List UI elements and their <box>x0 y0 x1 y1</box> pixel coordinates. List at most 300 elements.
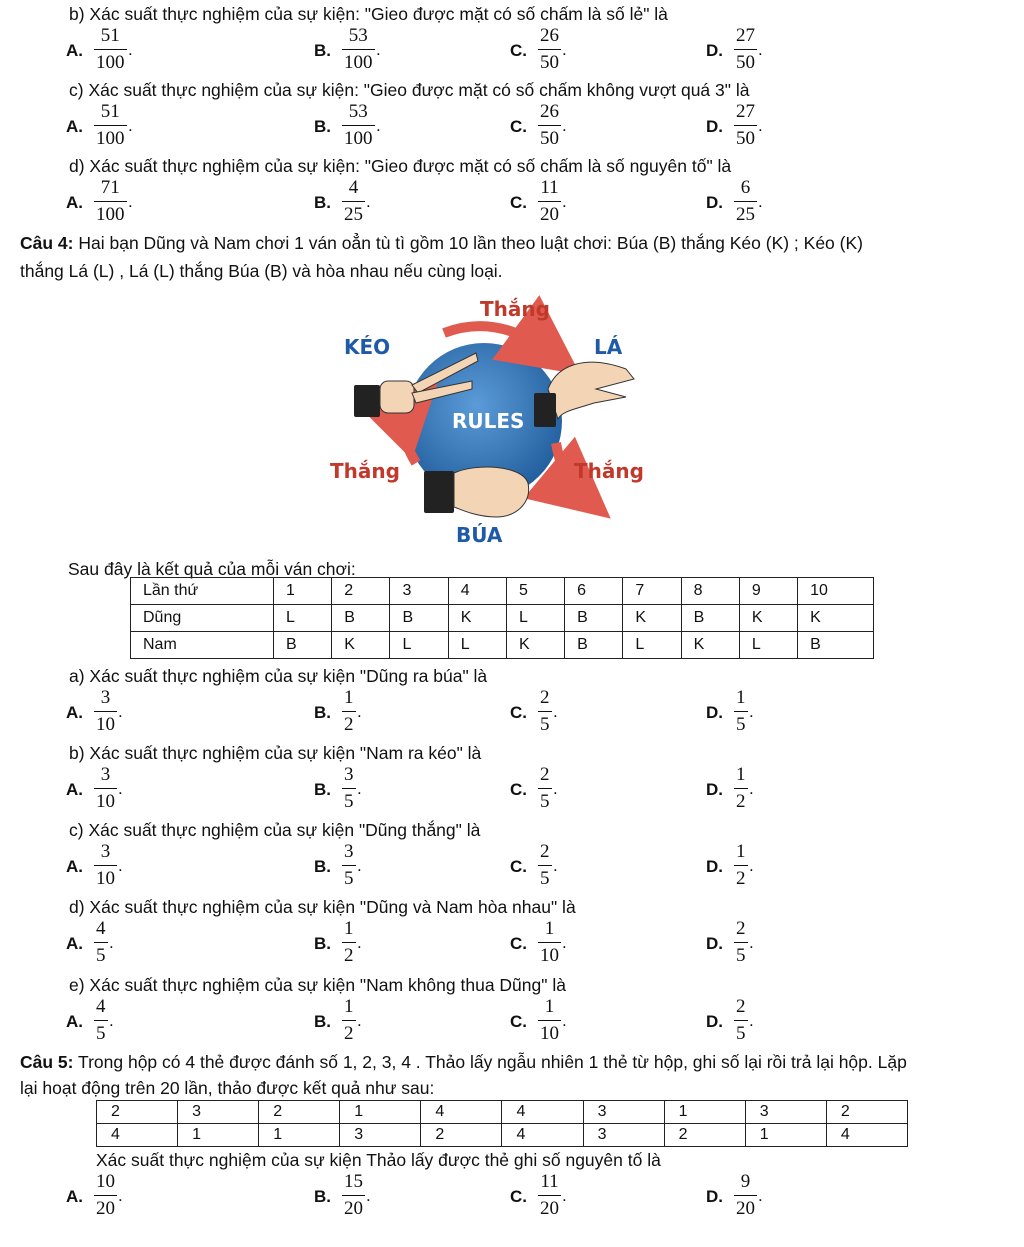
denominator: 100 <box>344 128 373 149</box>
option-label: B. <box>314 41 331 60</box>
numerator: 4 <box>96 918 106 939</box>
option-label: C. <box>510 1187 527 1206</box>
question-stem: e) Xác suất thực nghiệm của sự kiện "Nam không thua Dũng" là <box>69 975 566 995</box>
fraction <box>538 763 552 814</box>
denominator: 100 <box>96 52 125 73</box>
punctuation: . <box>562 933 567 952</box>
denominator: 10 <box>96 868 115 889</box>
table-cell: 2 <box>826 1101 907 1124</box>
fraction-bar <box>94 125 127 126</box>
answer-option <box>510 763 630 819</box>
fraction-bar <box>734 711 748 712</box>
fraction-bar <box>94 788 117 789</box>
fraction <box>734 917 748 968</box>
fraction <box>342 100 375 151</box>
punctuation: . <box>357 779 362 798</box>
punctuation: . <box>758 116 763 135</box>
option-label: D. <box>706 703 723 722</box>
answer-option <box>706 917 826 973</box>
question-stem: c) Xác suất thực nghiệm của sự kiện "Dũng thắng" là <box>69 820 481 840</box>
denominator: 5 <box>736 1023 746 1044</box>
fraction-bar <box>94 201 127 202</box>
fraction-bar <box>734 125 757 126</box>
answer-option <box>66 763 186 819</box>
table-cell: Dũng <box>131 605 274 632</box>
option-label: C. <box>510 1012 527 1031</box>
fraction <box>734 686 748 737</box>
fraction-bar <box>734 942 748 943</box>
numerator: 2 <box>540 841 550 862</box>
numerator: 1 <box>344 687 354 708</box>
table-cell: 3 <box>340 1124 421 1147</box>
fraction-bar <box>94 942 108 943</box>
fraction-bar <box>342 125 375 126</box>
option-label: B. <box>314 780 331 799</box>
denominator: 10 <box>540 945 559 966</box>
fraction-bar <box>342 942 356 943</box>
punctuation: . <box>118 1186 123 1205</box>
punctuation: . <box>118 779 123 798</box>
numerator: 1 <box>344 996 354 1017</box>
question-text: Hai bạn Dũng và Nam chơi 1 ván oẳn tù tì gồm 10 lần theo luật chơi: Búa (B) thắng Kéo (K) ; Kéo (K) <box>78 233 863 253</box>
table-cell: 10 <box>798 578 874 605</box>
fraction-bar <box>94 49 127 50</box>
punctuation: . <box>562 1186 567 1205</box>
option-label: C. <box>510 934 527 953</box>
fraction <box>94 686 117 737</box>
question-stem: a) Xác suất thực nghiệm của sự kiện "Dũng ra búa" là <box>69 666 488 686</box>
punctuation: . <box>376 116 381 135</box>
table-cell: 3 <box>583 1101 664 1124</box>
fraction <box>734 1170 757 1221</box>
fraction-bar <box>342 711 356 712</box>
fraction-bar <box>342 49 375 50</box>
option-label: A. <box>66 1012 83 1031</box>
table-cell: L <box>448 632 506 659</box>
table-cell: 2 <box>259 1101 340 1124</box>
table-cell: 1 <box>664 1101 745 1124</box>
question-stem: b) Xác suất thực nghiệm của sự kiện: "Gieo được mặt có số chấm là số lẻ" là <box>69 4 668 24</box>
option-label: A. <box>66 117 83 136</box>
fraction-bar <box>342 865 356 866</box>
table-cell: 3 <box>390 578 448 605</box>
answer-option <box>706 686 826 742</box>
answer-option <box>66 100 186 156</box>
fraction-bar <box>538 1020 561 1021</box>
denominator: 5 <box>344 868 354 889</box>
table-cell: 6 <box>565 578 623 605</box>
fraction <box>94 1170 117 1221</box>
fraction <box>342 24 375 75</box>
denominator: 10 <box>96 791 115 812</box>
question-4-line2: thắng Lá (L) , Lá (L) thắng Búa (B) và hòa nhau nếu cùng loại. <box>20 261 503 281</box>
denominator: 5 <box>540 868 550 889</box>
option-label: C. <box>510 780 527 799</box>
punctuation: . <box>553 856 558 875</box>
punctuation: . <box>109 933 114 952</box>
punctuation: . <box>553 779 558 798</box>
denominator: 100 <box>96 204 125 225</box>
answer-option <box>706 763 826 819</box>
numerator: 3 <box>100 687 111 708</box>
punctuation: . <box>562 116 567 135</box>
table-cell: 1 <box>178 1124 259 1147</box>
label-rules: RULES <box>452 409 525 433</box>
answer-option <box>510 917 630 973</box>
numerator: 2 <box>540 687 550 708</box>
option-label: A. <box>66 703 83 722</box>
option-label: C. <box>510 857 527 876</box>
table-row <box>131 632 874 659</box>
fraction <box>538 917 561 968</box>
fraction-bar <box>734 201 757 202</box>
punctuation: . <box>357 1011 362 1030</box>
question-title: Câu 5: <box>20 1052 74 1072</box>
answer-option <box>510 100 630 156</box>
fraction-bar <box>94 711 117 712</box>
results-table <box>130 577 874 659</box>
fraction <box>94 763 117 814</box>
table-cell: 4 <box>421 1101 502 1124</box>
answer-option <box>66 995 186 1051</box>
option-label: D. <box>706 41 723 60</box>
label-paper: LÁ <box>594 335 623 359</box>
numerator: 26 <box>540 25 559 46</box>
table-cell: K <box>623 605 681 632</box>
answer-option <box>510 995 630 1051</box>
table-cell: B <box>681 605 739 632</box>
punctuation: . <box>118 856 123 875</box>
fraction <box>94 840 117 891</box>
punctuation: . <box>758 1186 763 1205</box>
numerator: 1 <box>544 918 555 939</box>
label-scissors: KÉO <box>344 335 391 359</box>
denominator: 5 <box>736 714 746 735</box>
table-cell: L <box>390 632 448 659</box>
answer-option <box>706 176 826 232</box>
table-cell: K <box>332 632 390 659</box>
option-label: B. <box>314 703 331 722</box>
table-cell: K <box>681 632 739 659</box>
punctuation: . <box>562 192 567 211</box>
answer-option <box>314 686 434 742</box>
table-cell: K <box>739 605 797 632</box>
punctuation: . <box>109 1011 114 1030</box>
fraction-bar <box>342 1195 365 1196</box>
table-cell: B <box>565 632 623 659</box>
table-row <box>131 578 874 605</box>
fraction-bar <box>734 49 757 50</box>
label-rock: BÚA <box>456 523 503 547</box>
table-cell: 2 <box>421 1124 502 1147</box>
fraction-bar <box>734 788 748 789</box>
numerator: 2 <box>540 764 550 785</box>
results-intro: Sau đây là kết quả của mỗi ván chơi: <box>68 559 356 579</box>
table-cell: K <box>448 605 506 632</box>
fraction-bar <box>342 788 356 789</box>
denominator: 100 <box>344 52 373 73</box>
option-label: A. <box>66 193 83 212</box>
option-label: B. <box>314 117 331 136</box>
numerator: 51 <box>100 101 120 122</box>
denominator: 20 <box>540 204 559 225</box>
numerator: 1 <box>736 764 746 785</box>
fraction-bar <box>734 1020 748 1021</box>
answer-option <box>66 917 186 973</box>
fraction-bar <box>538 201 561 202</box>
answer-option <box>314 763 434 819</box>
table-cell: 9 <box>739 578 797 605</box>
denominator: 50 <box>736 52 755 73</box>
answer-option <box>314 176 434 232</box>
table-cell: 2 <box>97 1101 178 1124</box>
punctuation: . <box>128 116 133 135</box>
punctuation: . <box>562 1011 567 1030</box>
option-label: C. <box>510 41 527 60</box>
denominator: 20 <box>736 1198 755 1219</box>
denominator: 5 <box>96 945 106 966</box>
table-row <box>131 605 874 632</box>
table-cell: 2 <box>664 1124 745 1147</box>
table-cell: 1 <box>259 1124 340 1147</box>
punctuation: . <box>749 856 754 875</box>
punctuation: . <box>749 933 754 952</box>
denominator: 5 <box>96 1023 106 1044</box>
answer-option <box>510 1170 630 1226</box>
question-5-line1 <box>20 1049 907 1075</box>
numerator: 15 <box>344 1171 363 1192</box>
denominator: 20 <box>96 1198 115 1219</box>
answer-option <box>66 24 186 80</box>
table-cell: 4 <box>448 578 506 605</box>
fraction <box>538 686 552 737</box>
numerator: 4 <box>96 996 106 1017</box>
punctuation: . <box>749 779 754 798</box>
fraction <box>342 840 356 891</box>
numerator: 10 <box>96 1171 115 1192</box>
fraction <box>734 763 748 814</box>
answer-option <box>66 176 186 232</box>
table-cell: 1 <box>274 578 332 605</box>
denominator: 2 <box>344 714 354 735</box>
fraction <box>94 995 108 1046</box>
option-label: A. <box>66 934 83 953</box>
punctuation: . <box>357 933 362 952</box>
fraction-bar <box>538 788 552 789</box>
table-cell: 2 <box>332 578 390 605</box>
table-row <box>97 1124 908 1147</box>
numerator: 3 <box>344 841 354 862</box>
table-cell: L <box>623 632 681 659</box>
punctuation: . <box>357 702 362 721</box>
answer-option <box>66 686 186 742</box>
option-label: D. <box>706 193 723 212</box>
numerator: 53 <box>348 25 368 46</box>
option-label: A. <box>66 780 83 799</box>
denominator: 20 <box>344 1198 363 1219</box>
option-label: A. <box>66 1187 83 1206</box>
rock-hand-icon <box>424 467 529 517</box>
fraction <box>538 995 561 1046</box>
fraction-bar <box>94 865 117 866</box>
denominator: 5 <box>540 791 550 812</box>
label-win-top: Thắng <box>480 297 550 321</box>
table-cell: 1 <box>745 1124 826 1147</box>
fraction-bar <box>342 1020 356 1021</box>
question-5-line2: lại hoạt động trên 20 lần, thảo được kết quả như sau: <box>20 1078 435 1098</box>
denominator: 10 <box>540 1023 559 1044</box>
option-label: B. <box>314 934 331 953</box>
fraction-bar <box>94 1195 117 1196</box>
fraction <box>342 1170 365 1221</box>
rules-diagram <box>326 293 646 553</box>
answer-option <box>314 24 434 80</box>
table-cell: 7 <box>623 578 681 605</box>
fraction <box>538 176 561 227</box>
fraction <box>94 917 108 968</box>
fraction <box>734 176 757 227</box>
fraction-bar <box>538 1195 561 1196</box>
question-stem: Xác suất thực nghiệm của sự kiện Thảo lấy được thẻ ghi số nguyên tố là <box>96 1150 661 1170</box>
fraction <box>538 840 552 891</box>
table-cell: K <box>506 632 564 659</box>
punctuation: . <box>553 702 558 721</box>
table-cell: B <box>332 605 390 632</box>
answer-option <box>66 1170 186 1226</box>
answer-option <box>314 1170 434 1226</box>
option-label: D. <box>706 857 723 876</box>
option-label: D. <box>706 117 723 136</box>
fraction <box>342 995 356 1046</box>
fraction <box>94 100 127 151</box>
option-label: B. <box>314 1012 331 1031</box>
denominator: 50 <box>540 52 559 73</box>
table-cell: 8 <box>681 578 739 605</box>
numerator: 11 <box>540 1171 559 1192</box>
question-stem: c) Xác suất thực nghiệm của sự kiện: "Gieo được mặt có số chấm không vượt quá 3" là <box>69 80 750 100</box>
fraction <box>538 100 561 151</box>
denominator: 2 <box>736 868 746 889</box>
option-label: A. <box>66 41 83 60</box>
denominator: 25 <box>736 204 755 225</box>
table-cell: 1 <box>340 1101 421 1124</box>
numerator: 1 <box>344 918 354 939</box>
punctuation: . <box>366 192 371 211</box>
numerator: 1 <box>736 841 746 862</box>
fraction <box>342 917 356 968</box>
option-label: D. <box>706 1187 723 1206</box>
answer-option <box>314 995 434 1051</box>
table-cell: 3 <box>178 1101 259 1124</box>
table-cell: 4 <box>502 1124 583 1147</box>
denominator: 50 <box>736 128 755 149</box>
fraction-bar <box>538 711 552 712</box>
punctuation: . <box>128 40 133 59</box>
punctuation: . <box>749 702 754 721</box>
punctuation: . <box>128 192 133 211</box>
answer-option <box>510 840 630 896</box>
option-label: D. <box>706 934 723 953</box>
numerator: 3 <box>100 764 111 785</box>
answer-option <box>510 24 630 80</box>
denominator: 100 <box>96 128 125 149</box>
answer-option <box>510 176 630 232</box>
table-cell: L <box>506 605 564 632</box>
question-stem: d) Xác suất thực nghiệm của sự kiện: "Gieo được mặt có số chấm là số nguyên tố" là <box>69 156 732 176</box>
table-cell: 3 <box>745 1101 826 1124</box>
punctuation: . <box>366 1186 371 1205</box>
denominator: 5 <box>344 791 354 812</box>
table-cell: 5 <box>506 578 564 605</box>
denominator: 5 <box>540 714 550 735</box>
denominator: 2 <box>736 791 746 812</box>
option-label: B. <box>314 1187 331 1206</box>
fraction <box>538 1170 561 1221</box>
fraction <box>342 763 356 814</box>
option-label: B. <box>314 193 331 212</box>
answer-option <box>706 100 826 156</box>
answer-option <box>314 100 434 156</box>
fraction <box>734 24 757 75</box>
table-cell: B <box>565 605 623 632</box>
table-cell: K <box>798 605 874 632</box>
fraction-bar <box>538 49 561 50</box>
answer-option <box>314 840 434 896</box>
denominator: 25 <box>344 204 363 225</box>
table-cell: L <box>739 632 797 659</box>
label-win-right: Thắng <box>574 459 644 483</box>
option-label: A. <box>66 857 83 876</box>
fraction-bar <box>538 125 561 126</box>
numerator: 11 <box>540 177 559 198</box>
table-cell: L <box>274 605 332 632</box>
table-cell: B <box>390 605 448 632</box>
fraction <box>342 176 365 227</box>
answer-option <box>314 917 434 973</box>
table-cell: 4 <box>826 1124 907 1147</box>
numerator: 4 <box>348 177 359 198</box>
numerator: 26 <box>540 101 559 122</box>
fraction <box>734 995 748 1046</box>
paper-hand-icon <box>534 362 634 427</box>
fraction-bar <box>94 1020 108 1021</box>
fraction <box>94 24 127 75</box>
table-cell: 3 <box>583 1124 664 1147</box>
fraction <box>94 176 127 227</box>
numerator: 2 <box>736 918 746 939</box>
numerator: 71 <box>100 177 120 198</box>
table-cell: 4 <box>502 1101 583 1124</box>
punctuation: . <box>749 1011 754 1030</box>
fraction-bar <box>734 865 748 866</box>
numerator: 27 <box>736 101 755 122</box>
table-cell: B <box>274 632 332 659</box>
numerator: 3 <box>344 764 354 785</box>
fraction-bar <box>342 201 365 202</box>
answer-option <box>706 840 826 896</box>
fraction-bar <box>538 942 561 943</box>
punctuation: . <box>118 702 123 721</box>
fraction <box>342 686 356 737</box>
numerator: 6 <box>740 177 751 198</box>
denominator: 50 <box>540 128 559 149</box>
question-stem: d) Xác suất thực nghiệm của sự kiện "Dũng và Nam hòa nhau" là <box>69 897 576 917</box>
table-cell: Lần thứ <box>131 578 274 605</box>
numerator: 9 <box>740 1171 751 1192</box>
answer-option <box>706 995 826 1051</box>
numerator: 3 <box>100 841 111 862</box>
table-cell: B <box>798 632 874 659</box>
